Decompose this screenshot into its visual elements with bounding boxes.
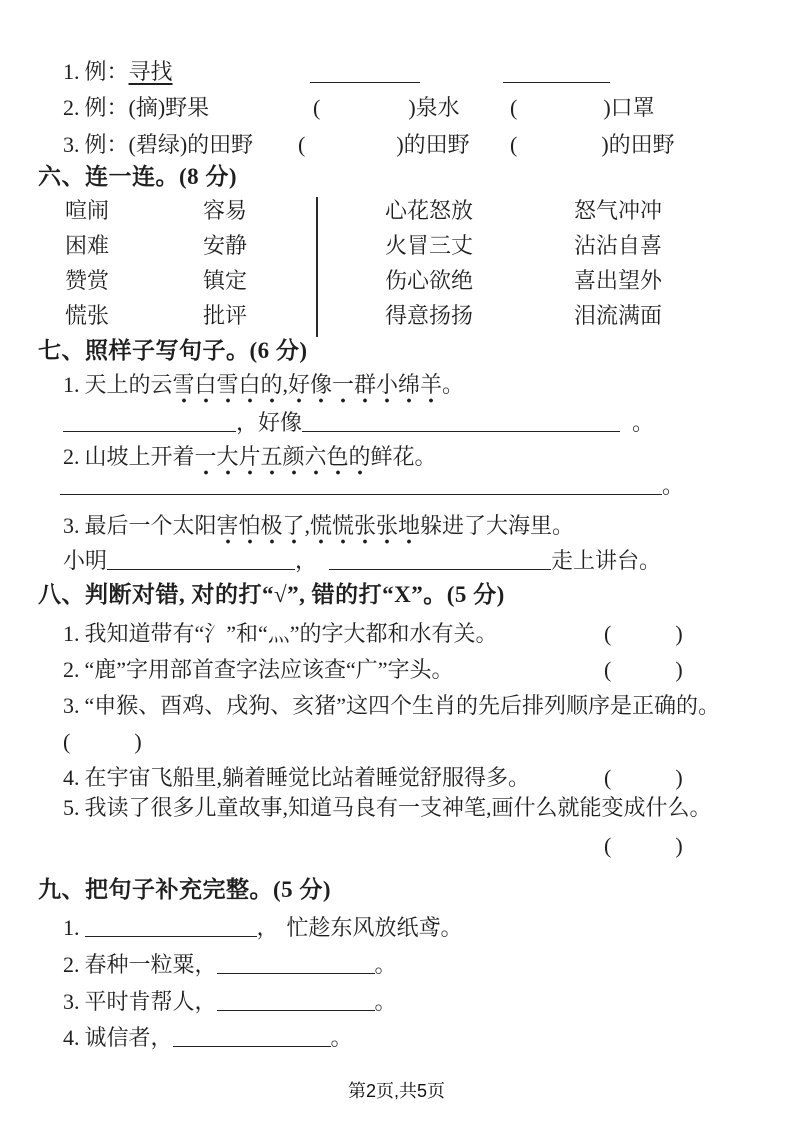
match-word: 赞赏 <box>65 268 110 293</box>
item-number: 3. <box>63 693 80 718</box>
word-suffix: 泉水 <box>415 95 460 120</box>
s7-answer-2 <box>60 470 684 500</box>
paren-open: ( <box>604 657 612 682</box>
match-idiom: 喜出望外 <box>574 268 663 293</box>
sentence-text: 最后一个太阳 <box>84 513 217 538</box>
paren-close: ) <box>675 765 683 790</box>
page-number-footer: 第2页,共5页 <box>347 1081 446 1101</box>
s9-item-1 <box>63 912 463 942</box>
ex5-item-3 <box>63 131 675 159</box>
word-suffix: 的田野 <box>608 132 675 157</box>
paren-close: ) <box>675 833 683 858</box>
s7-question-3 <box>63 512 574 540</box>
sentence-text: 。 <box>330 1025 353 1050</box>
word-suffix: 的田野 <box>403 132 470 157</box>
answer-blank <box>63 409 236 432</box>
s8-item-4 <box>63 764 683 792</box>
paren-answer-group <box>604 620 683 648</box>
item-number: 1. <box>63 621 80 646</box>
sentence-text: 。 <box>374 989 397 1014</box>
s8-item-2 <box>63 656 683 684</box>
paren-open: ( <box>510 95 518 120</box>
item-number: 2. <box>63 952 80 977</box>
sentence-text: 。 <box>662 473 685 498</box>
paren-close: ) <box>408 95 416 120</box>
section-title-text: 六、连一连。 <box>38 164 179 189</box>
paren-open: ( <box>298 132 306 157</box>
s7-answer-3 <box>63 545 661 575</box>
match-idiom: 得意扬扬 <box>385 303 474 328</box>
s7-answer-1 <box>63 407 654 437</box>
example-label: 例： <box>84 132 129 157</box>
section-score: (5 分) <box>446 582 505 607</box>
matching-divider-line <box>316 197 318 337</box>
item-number: 3. <box>63 513 80 538</box>
sentence-text: 忙趁东风放纸鸢。 <box>286 915 463 940</box>
answer-blank <box>310 58 420 83</box>
sentence-text: ，好像 <box>236 410 303 435</box>
paren-open: ( <box>604 833 612 858</box>
s9-item-2 <box>63 949 397 979</box>
section-score: (5 分) <box>273 877 332 902</box>
emphasized-text: 慌慌张张地 <box>310 513 420 545</box>
match-word: 困难 <box>65 233 110 258</box>
sentence-text: 走上讲台。 <box>551 548 662 573</box>
emphasized-text: 害怕极了 <box>217 513 305 545</box>
emphasized-text: 好像一群小绵羊 <box>288 372 442 404</box>
paren-open: ( <box>604 765 612 790</box>
paren-open: ( <box>63 729 71 754</box>
section-title-text: 九、把句子补充完整。 <box>38 877 273 902</box>
paren-answer-group <box>298 131 470 159</box>
item-number: 1. <box>63 59 80 84</box>
paren-close: ) <box>396 132 404 157</box>
paren-answer-group <box>63 729 142 754</box>
match-word: 容易 <box>203 198 248 223</box>
sentence-text: 鲜花。 <box>370 444 437 469</box>
sentence-text: 春种一粒粟， <box>84 952 217 977</box>
answer-blank <box>107 547 295 570</box>
answer-blank <box>217 951 375 974</box>
emphasized-text: 雪白雪白的 <box>173 372 283 404</box>
sentence-text: , <box>304 513 311 538</box>
match-idiom: 火冒三丈 <box>385 233 474 258</box>
match-idiom: 泪流满面 <box>574 303 663 328</box>
section-score: (8 分) <box>179 164 238 189</box>
sentence-text: 小明 <box>63 548 108 573</box>
paren-answer-group <box>604 656 683 684</box>
item-number: 4. <box>63 765 80 790</box>
match-word: 慌张 <box>65 303 110 328</box>
match-idiom: 沾沾自喜 <box>574 233 663 258</box>
ex5-item-2 <box>63 94 655 122</box>
match-idiom: 伤心欲绝 <box>385 268 474 293</box>
sentence-text: 。 <box>632 410 655 435</box>
paren-close: ) <box>134 729 142 754</box>
section-title-text: 八、判断对错, 对的打“√”, 错的打“X”。 <box>38 582 447 607</box>
match-word: 批评 <box>203 303 248 328</box>
item-number: 1. <box>63 915 80 940</box>
s8-item-5-answer <box>604 832 683 860</box>
item-number: 2. <box>63 95 80 120</box>
s7-question-1 <box>63 371 464 399</box>
section-score: (6 分) <box>249 338 308 363</box>
section6-title <box>38 163 237 192</box>
sentence-text: 山坡上开着 <box>84 444 195 469</box>
example-label: 例： <box>84 95 129 120</box>
sentence-text: , <box>282 372 289 397</box>
paren-answer-group <box>604 764 683 792</box>
sentence-text: 平时肯帮人， <box>84 989 217 1014</box>
s7-question-2 <box>63 443 437 471</box>
match-word: 安静 <box>203 233 248 258</box>
s8-item-5 <box>63 794 712 822</box>
match-word: 镇定 <box>203 268 248 293</box>
sentence-text: ， <box>295 548 318 573</box>
paren-open: ( <box>604 621 612 646</box>
statement-text: 我读了很多儿童故事,知道马良有一支神笔,画什么就能变成什么。 <box>84 795 712 820</box>
answer-blank <box>60 472 662 495</box>
item-number: 2. <box>63 444 80 469</box>
s8-item-1 <box>63 620 683 648</box>
match-word: 喧闹 <box>65 198 110 223</box>
statement-text: 在宇宙飞船里,躺着睡觉比站着睡觉舒服得多。 <box>84 765 531 790</box>
item-number: 4. <box>63 1025 80 1050</box>
match-idiom: 心花怒放 <box>385 198 474 223</box>
paren-close: ) <box>675 621 683 646</box>
section8-title <box>38 581 505 610</box>
section9-title <box>38 876 331 905</box>
answer-blank <box>173 1024 331 1047</box>
statement-text: 我知道带有“氵”和“灬”的字大都和水有关。 <box>84 621 498 646</box>
example-label: 例： <box>84 59 129 84</box>
paren-close: ) <box>601 132 609 157</box>
paren-close: ) <box>603 95 611 120</box>
answer-blank <box>85 914 257 937</box>
statement-text: “鹿”字用部首查字法应该查“广”字头。 <box>84 657 454 682</box>
s8-item-3-answer <box>63 728 142 756</box>
example-word: 寻找 <box>128 59 173 84</box>
answer-blank <box>217 988 375 1011</box>
answer-blank <box>503 58 610 83</box>
sentence-text: 天上的云 <box>84 372 173 397</box>
paren-open: ( <box>510 132 518 157</box>
item-number: 2. <box>63 657 80 682</box>
paren-answer-group <box>604 833 683 858</box>
word-suffix: 口罩 <box>610 95 655 120</box>
section7-title <box>38 337 308 366</box>
section-title-text: 七、照样子写句子。 <box>38 338 250 363</box>
statement-text: “申猴、酉鸡、戌狗、亥猪”这四个生肖的先后排列顺序是正确的。 <box>84 693 721 718</box>
item-number: 1. <box>63 372 80 397</box>
sentence-text: 。 <box>442 372 465 397</box>
paren-answer-group <box>510 131 675 159</box>
example-text: (摘)野果 <box>128 95 210 120</box>
item-number: 5. <box>63 795 80 820</box>
answer-blank <box>302 409 620 432</box>
paren-answer-group <box>510 94 655 122</box>
s9-item-3 <box>63 986 397 1016</box>
s9-item-4 <box>63 1022 353 1052</box>
match-idiom: 怒气冲冲 <box>574 198 663 223</box>
item-number: 3. <box>63 989 80 1014</box>
sentence-text: ， <box>256 915 279 940</box>
sentence-text: 诚信者， <box>84 1025 173 1050</box>
paren-close: ) <box>675 657 683 682</box>
example-text: (碧绿)的田野 <box>128 132 254 157</box>
s8-item-3 <box>63 692 720 720</box>
paren-answer-group <box>313 94 460 122</box>
paren-open: ( <box>313 95 321 120</box>
ex5-item-1 <box>63 58 173 86</box>
answer-blank <box>329 547 551 570</box>
item-number: 3. <box>63 132 80 157</box>
sentence-text: 躲进了大海里。 <box>420 513 575 538</box>
emphasized-text: 一大片五颜六色的 <box>195 444 371 476</box>
sentence-text: 。 <box>374 952 397 977</box>
